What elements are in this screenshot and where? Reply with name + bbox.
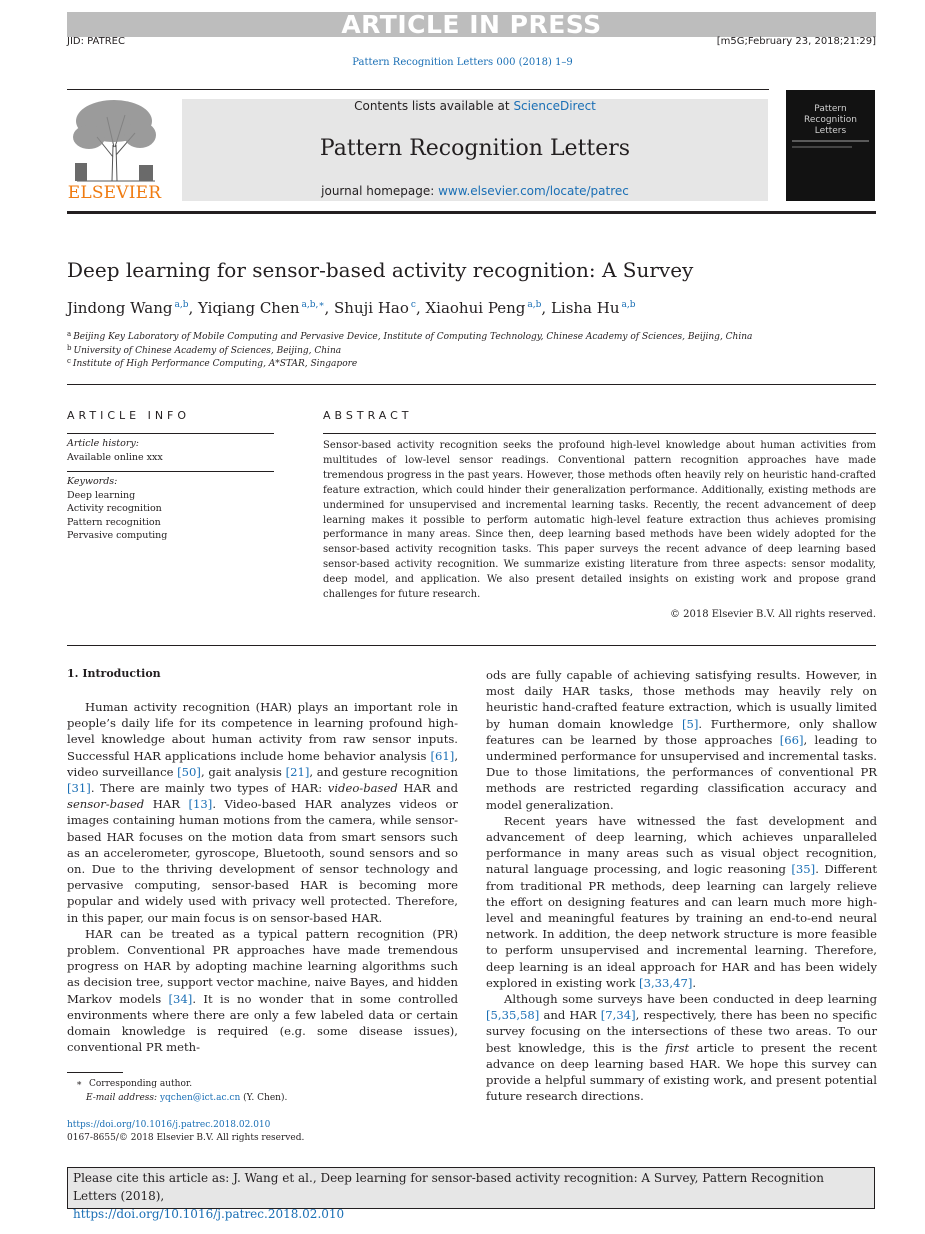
emphasis-text: first: [665, 1040, 690, 1055]
citation-link[interactable]: [21]: [285, 764, 310, 779]
body-text: HAR: [144, 797, 189, 812]
email-suffix: (Y. Chen).: [240, 1093, 288, 1103]
contents-prefix: Contents lists available at: [354, 99, 514, 113]
author-separator: ,: [188, 299, 199, 317]
abstract-text: Sensor-based activity recognition seeks the profound high-level knowledge about human activities from multitudes of low-level sensor readings. Conventional pattern recognition approaches have made tremendous progress in the past years. However, those methods often heavily rely on heuristic hand-crafted feature extraction, which could hinder their generalization performance. Additionally, existing methods are undermined for unsupervised and incremental learning tasks. Recently, the recent advancement of deep learning makes it possible to perform automatic high-level feature extraction thus achieves promising performance in many areas. Since then, deep learning based methods have been widely adopted for the sensor-based activity recognition tasks. This paper surveys the recent advance of deep learning based sensor-based activity recognition. We summarize existing literature from three aspects: sensor modality, deep model, and application. We also present detailed insights on existing work and propose grand challenges for future research.: [323, 440, 876, 601]
corresponding-label: Corresponding author.: [89, 1079, 193, 1089]
journal-title: Pattern Recognition Letters: [319, 136, 631, 161]
author-separator: ,: [324, 299, 335, 317]
journal-banner: [182, 99, 768, 201]
citation-link[interactable]: [5]: [681, 716, 699, 731]
body-text: Although some surveys have been conducted in deep learning: [504, 992, 877, 1007]
left-column: [67, 699, 458, 1055]
build-stamp: [m5G;February 23, 2018;21:29]: [716, 36, 876, 47]
emphasis-text: video-based: [327, 781, 398, 796]
history-value: Available online xxx: [67, 451, 163, 463]
keyword: Pattern recognition: [67, 516, 161, 528]
body-text: . Video-based HAR analyzes videos or images containing human motions from the camera, while sensor-based HAR focuses on the motion data from smart sensors such as an accelerometer, gyroscope, Bluetooth, sound sensors and so on. Due to the thriving development of sensor technology and pervasive computing, sensor-based HAR is becoming more popular and widely used with privacy well protected. Therefore, in this paper, our main focus is on sensor-based HAR.: [67, 797, 458, 925]
homepage-prefix: journal homepage:: [321, 184, 439, 198]
article-info-heading: ARTICLE INFO: [67, 409, 191, 422]
keyword: Pervasive computing: [67, 530, 168, 541]
body-text: article to present the recent advance on deep learning based HAR. We hope this survey can provide a helpful summary of existing work, and present potential future research directions.: [486, 1040, 877, 1104]
affiliation-mark: c: [67, 357, 71, 365]
body-text: HAR and: [397, 781, 458, 796]
citation-link[interactable]: [35]: [791, 862, 816, 877]
citation-link[interactable]: [31]: [67, 781, 91, 796]
abstract-heading: ABSTRACT: [323, 409, 413, 422]
info-rule: [67, 471, 274, 472]
body-text: . It is no wonder that in some controlled environments where there are only a few labeled data or certain domain knowledge is required (e.g. some disease issues), conventional PR meth-: [67, 991, 458, 1055]
body-text: .: [692, 975, 697, 990]
elsevier-tree-icon: [67, 97, 162, 183]
citation-link[interactable]: [34]: [168, 991, 193, 1006]
author-name: Jindong Wang: [67, 299, 173, 317]
author-affiliation-mark[interactable]: a,b,∗: [301, 300, 325, 310]
emphasis-text: sensor-based: [67, 797, 145, 812]
citation-link[interactable]: [3,33,47]: [639, 975, 693, 990]
article-title: Deep learning for sensor-based activity recognition: A Survey: [67, 258, 694, 282]
footnote-email: [86, 1093, 287, 1103]
affiliation-a: [67, 330, 752, 342]
body-text: Human activity recognition (HAR) plays an important role in people’s daily life for its competence in learning profound high-level knowledge about human activity from raw sensor inputs. Successful HAR applications include home behavior analysis: [67, 700, 458, 763]
affiliation-text: University of Chinese Academy of Sciences, Beijing, China: [73, 346, 342, 356]
header-top-rule: [67, 89, 769, 90]
footnote-star: ∗: [76, 1079, 83, 1089]
body-text: . Furthermore, only shallow features can be learned by those approaches: [486, 716, 877, 747]
author-separator: ,: [415, 299, 426, 317]
citation-text: Please cite this article as: J. Wang et al., Deep learning for sensor-based activity recognition: A Survey, Pattern Recognition Letters (2018),: [73, 1171, 824, 1203]
citation-link[interactable]: [7,34]: [600, 1008, 636, 1023]
homepage-line: [182, 184, 768, 198]
footnote-rule: [67, 1072, 123, 1073]
cover-decoration: [792, 140, 869, 142]
header-bottom-rule: [67, 211, 876, 214]
journal-citation-line[interactable]: Pattern Recognition Letters 000 (2018) 1–9: [352, 57, 573, 68]
citation-link[interactable]: [50]: [177, 764, 201, 779]
citation-link[interactable]: [13]: [188, 797, 213, 812]
paragraph: [486, 667, 877, 813]
affiliation-b: [67, 344, 341, 356]
homepage-link[interactable]: www.elsevier.com/locate/patrec: [438, 184, 629, 198]
affiliation-rule: [67, 384, 876, 385]
article-in-press-banner: ARTICLE IN PRESS: [67, 12, 876, 37]
body-text: , respectively, there has been no specific survey focusing on the intersections of these two areas. To our best knowledge, this is the: [486, 1008, 877, 1055]
paragraph: [486, 813, 877, 991]
citation-doi-link[interactable]: https://doi.org/10.1016/j.patrec.2018.02.010: [73, 1207, 345, 1221]
contents-line: [182, 99, 768, 113]
keywords-block: [67, 475, 167, 543]
history-label: Article history:: [67, 438, 139, 449]
keyword: Deep learning: [67, 489, 136, 501]
author-affiliation-mark[interactable]: a,b: [621, 300, 636, 310]
doi-link[interactable]: https://doi.org/10.1016/j.patrec.2018.02.010: [67, 1120, 271, 1130]
abstract-rule: [323, 433, 876, 434]
email-link[interactable]: yqchen@ict.ac.cn: [159, 1093, 241, 1103]
author-separator: ,: [541, 299, 551, 317]
section-heading: 1. Introduction: [67, 667, 161, 680]
journal-id: JID: PATREC: [67, 36, 125, 47]
cover-title: Pattern Recognition Letters: [804, 104, 857, 136]
affiliation-text: Institute of High Performance Computing, A*STAR, Singapore: [72, 359, 358, 369]
right-column: [486, 667, 877, 1104]
elsevier-logo: [67, 97, 162, 203]
affiliation-text: Beijing Key Laboratory of Mobile Computing and Pervasive Device, Institute of Computing Technology, Chinese Academy of Sciences, Beijing, China: [73, 332, 753, 342]
body-text: , and gesture recognition: [309, 764, 458, 779]
author-name: Xiaohui Peng: [425, 299, 526, 317]
body-text: , gait analysis: [200, 764, 286, 779]
body-text: , video surveillance: [67, 748, 458, 779]
keywords-label: Keywords:: [67, 476, 118, 487]
email-label: E-mail address:: [86, 1093, 160, 1103]
body-text: . Different from traditional PR methods, deep learning can largely relieve the effort on designing features and can learn much more high-level and meaningful features by training an end-to-end neural network. In addition, the deep network structure is more feasible to perform unsupervised and incremental learning. Therefore, deep learning is an ideal approach for HAR and has been widely explored in existing work: [486, 862, 877, 990]
body-text: ods are fully capable of achieving satisfying results. However, in most daily HAR tasks, those methods may heavily rely on heuristic hand-crafted feature extraction, which is usually limited by human domain knowledge: [486, 668, 877, 731]
author-name: Lisha Hu: [550, 299, 620, 317]
author-affiliation-mark[interactable]: a,b: [527, 300, 542, 310]
affiliation-mark: b: [67, 344, 72, 352]
publisher-wordmark: ELSEVIER: [67, 183, 162, 203]
article-history: [67, 437, 163, 464]
sciencedirect-link[interactable]: ScienceDirect: [513, 99, 596, 113]
body-text: and HAR: [539, 1008, 601, 1023]
paragraph: [486, 991, 877, 1104]
author-name: Yiqiang Chen: [198, 299, 300, 317]
abstract-copyright: © 2018 Elsevier B.V. All rights reserved.: [669, 609, 876, 620]
author-name: Shuji Hao: [334, 299, 409, 317]
body-text: . There are mainly two types of HAR:: [90, 781, 328, 796]
keyword: Activity recognition: [67, 503, 162, 514]
citation-link[interactable]: [5,35,58]: [486, 1008, 540, 1023]
cover-decoration: [792, 146, 852, 148]
body-text: HAR can be treated as a typical pattern recognition (PR) problem. Conventional PR approaches have made tremendous progress on HAR by adopting machine learning algorithms such as decision tree, support vector machine, naive Bayes, and hidden Markov models: [67, 926, 458, 1006]
paragraph: [67, 926, 458, 1056]
paragraph: [67, 699, 458, 926]
author-list: [67, 299, 636, 317]
author-affiliation-mark[interactable]: c: [410, 300, 416, 310]
citation-link[interactable]: [66]: [779, 732, 804, 747]
footnote-corresponding: [76, 1079, 192, 1089]
citation-link[interactable]: [61]: [430, 748, 455, 763]
journal-cover-image: [786, 90, 875, 201]
body-text: , leading to undermined performance for unsupervised and incremental tasks. Due to those limitations, the performances of conventional PR methods are restricted regarding classification accuracy and model generalization.: [486, 732, 877, 812]
affiliation-c: [67, 357, 357, 369]
issn-line: 0167-8655/© 2018 Elsevier B.V. All rights reserved.: [67, 1133, 305, 1143]
author-affiliation-mark[interactable]: a,b: [174, 300, 189, 310]
body-text: Recent years have witnessed the fast development and advancement of deep learning, which achieves unparalleled performance in many areas such as visual object recognition, natural language processing, and logic reasoning: [486, 813, 877, 877]
affiliation-mark: a: [67, 330, 72, 338]
info-rule: [67, 433, 274, 434]
abstract-bottom-rule: [67, 645, 876, 646]
citation-box: [67, 1167, 875, 1221]
